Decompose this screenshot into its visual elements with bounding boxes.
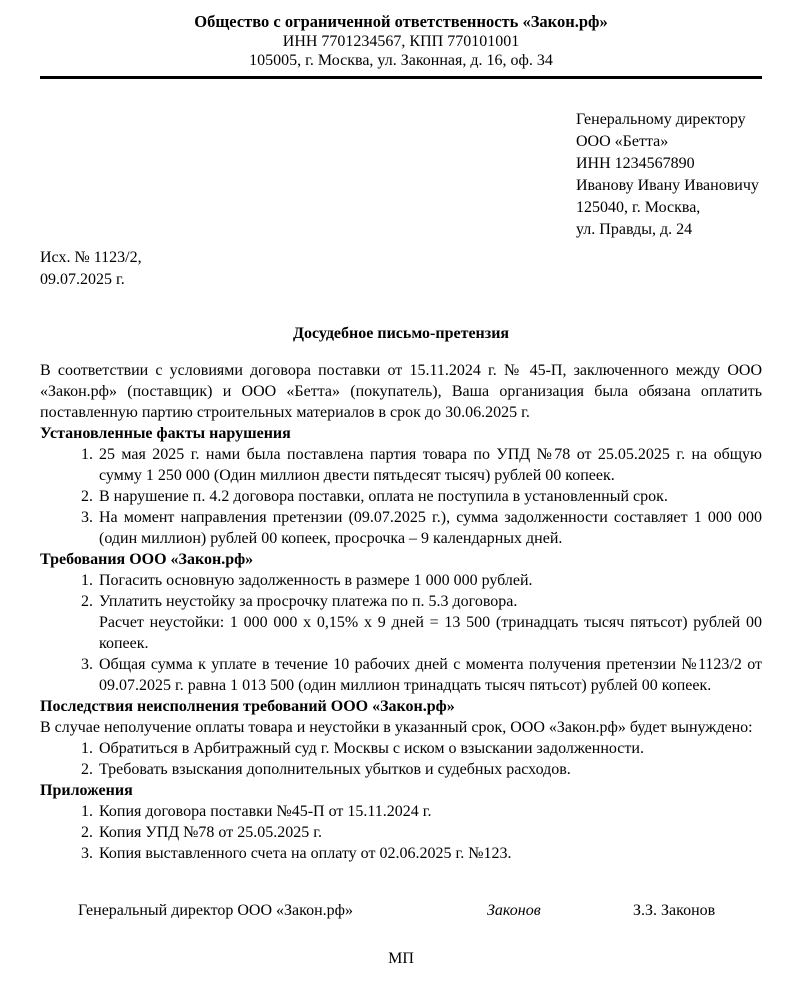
recipient-line: ул. Правды, д. 24 — [576, 220, 693, 238]
letterhead-divider — [40, 76, 762, 79]
list-item-text: Уплатить неустойку за просрочку платежа по п. 5.3 договора. — [99, 592, 518, 610]
company-name: Общество с ограниченной ответственность «Закон.рф» — [194, 12, 608, 31]
list-item: 2. Требовать взыскания дополнительных убытков и судебных расходов. — [97, 759, 762, 780]
list-item: 1. 25 мая 2025 г. нами была поставлена партия товара по УПД №78 от 25.05.2025 г. на общую сумму 1 250 000 (Один миллион двести пятьдесят тысяч) рублей 00 копеек. — [97, 444, 762, 486]
outgoing-ref — [40, 247, 762, 291]
list-item: 2. Копия УПД №78 от 25.05.2025 г. — [97, 822, 762, 843]
intro-paragraph: В соответствии с условиями договора поставки от 15.11.2024 г. № 45-П, заключенного между ООО «Закон.рф» (поставщик) и ООО «Бетта» (покупатель), Ваша организация была обязана оплатить поставленную партию строительных материалов в срок до 30.06.2025 г. — [40, 361, 762, 421]
consequences-lead: В случае неполучение оплаты товара и неустойки в указанный срок, ООО «Закон.рф» будет вынуждено: — [40, 718, 753, 736]
attachments-list — [40, 801, 762, 864]
company-address: 105005, г. Москва, ул. Законная, д. 16, оф. 34 — [249, 52, 553, 69]
handwritten-signature: Законов — [487, 901, 541, 919]
signature-row — [40, 900, 762, 922]
list-item: 1. Обратиться в Арбитражный суд г. Москвы с иском о взыскании задолженности. — [97, 738, 762, 759]
list-item: 3. Общая сумма к уплате в течение 10 рабочих дней с момента получения претензии №1123/2 от 09.07.2025 г. равна 1 013 500 (один миллион тринадцать тысяч пятьсот) рублей 00 копеек. — [97, 654, 762, 696]
section-heading-attachments: Приложения — [40, 781, 133, 799]
stamp-placeholder: МП — [388, 949, 414, 967]
signatory-position: Генеральный директор ООО «Закон.рф» — [78, 901, 354, 919]
signatory-name: З.З. Законов — [633, 901, 716, 919]
section-heading-consequences: Последствия неисполнения требований ООО «Закон.рф» — [40, 697, 455, 715]
section-heading-demands: Требования ООО «Закон.рф» — [40, 550, 254, 568]
recipient-block — [576, 109, 762, 241]
outgoing-number: Исх. № 1123/2, — [40, 248, 142, 266]
list-item: 1. Копия договора поставки №45-П от 15.11.2024 г. — [97, 801, 762, 822]
consequences-list — [40, 738, 762, 780]
recipient-line: Генеральному директору — [576, 110, 746, 128]
recipient-line: 125040, г. Москва, — [576, 198, 701, 216]
list-item — [97, 591, 762, 654]
list-item: 1. Погасить основную задолженность в размере 1 000 000 рублей. — [97, 570, 762, 591]
company-inn-kpp: ИНН 7701234567, КПП 770101001 — [282, 32, 520, 50]
demands-list — [40, 570, 762, 696]
recipient-line: ООО «Бетта» — [576, 132, 669, 150]
recipient-line: Иванову Ивану Ивановичу — [576, 176, 759, 194]
section-heading-facts: Установленные факты нарушения — [40, 424, 291, 442]
list-item: 3. Копия выставленного счета на оплату от 02.06.2025 г. №123. — [97, 843, 762, 864]
document-title: Досудебное письмо-претензия — [292, 324, 510, 342]
outgoing-date: 09.07.2025 г. — [40, 270, 125, 288]
letterhead — [40, 12, 762, 71]
list-item-note: Расчет неустойки: 1 000 000 x 0,15% x 9 дней = 13 500 (тринадцать тысяч пятьсот) рублей 00 копеек. — [99, 613, 762, 652]
recipient-line: ИНН 1234567890 — [576, 154, 695, 172]
list-item: 3. На момент направления претензии (09.07.2025 г.), сумма задолженности составляет 1 000 000 (один миллион) рублей 00 копеек, просрочка – 9 календарных дней. — [97, 507, 762, 549]
list-item: 2. В нарушение п. 4.2 договора поставки, оплата не поступила в установленный срок. — [97, 486, 762, 507]
facts-list — [40, 444, 762, 549]
